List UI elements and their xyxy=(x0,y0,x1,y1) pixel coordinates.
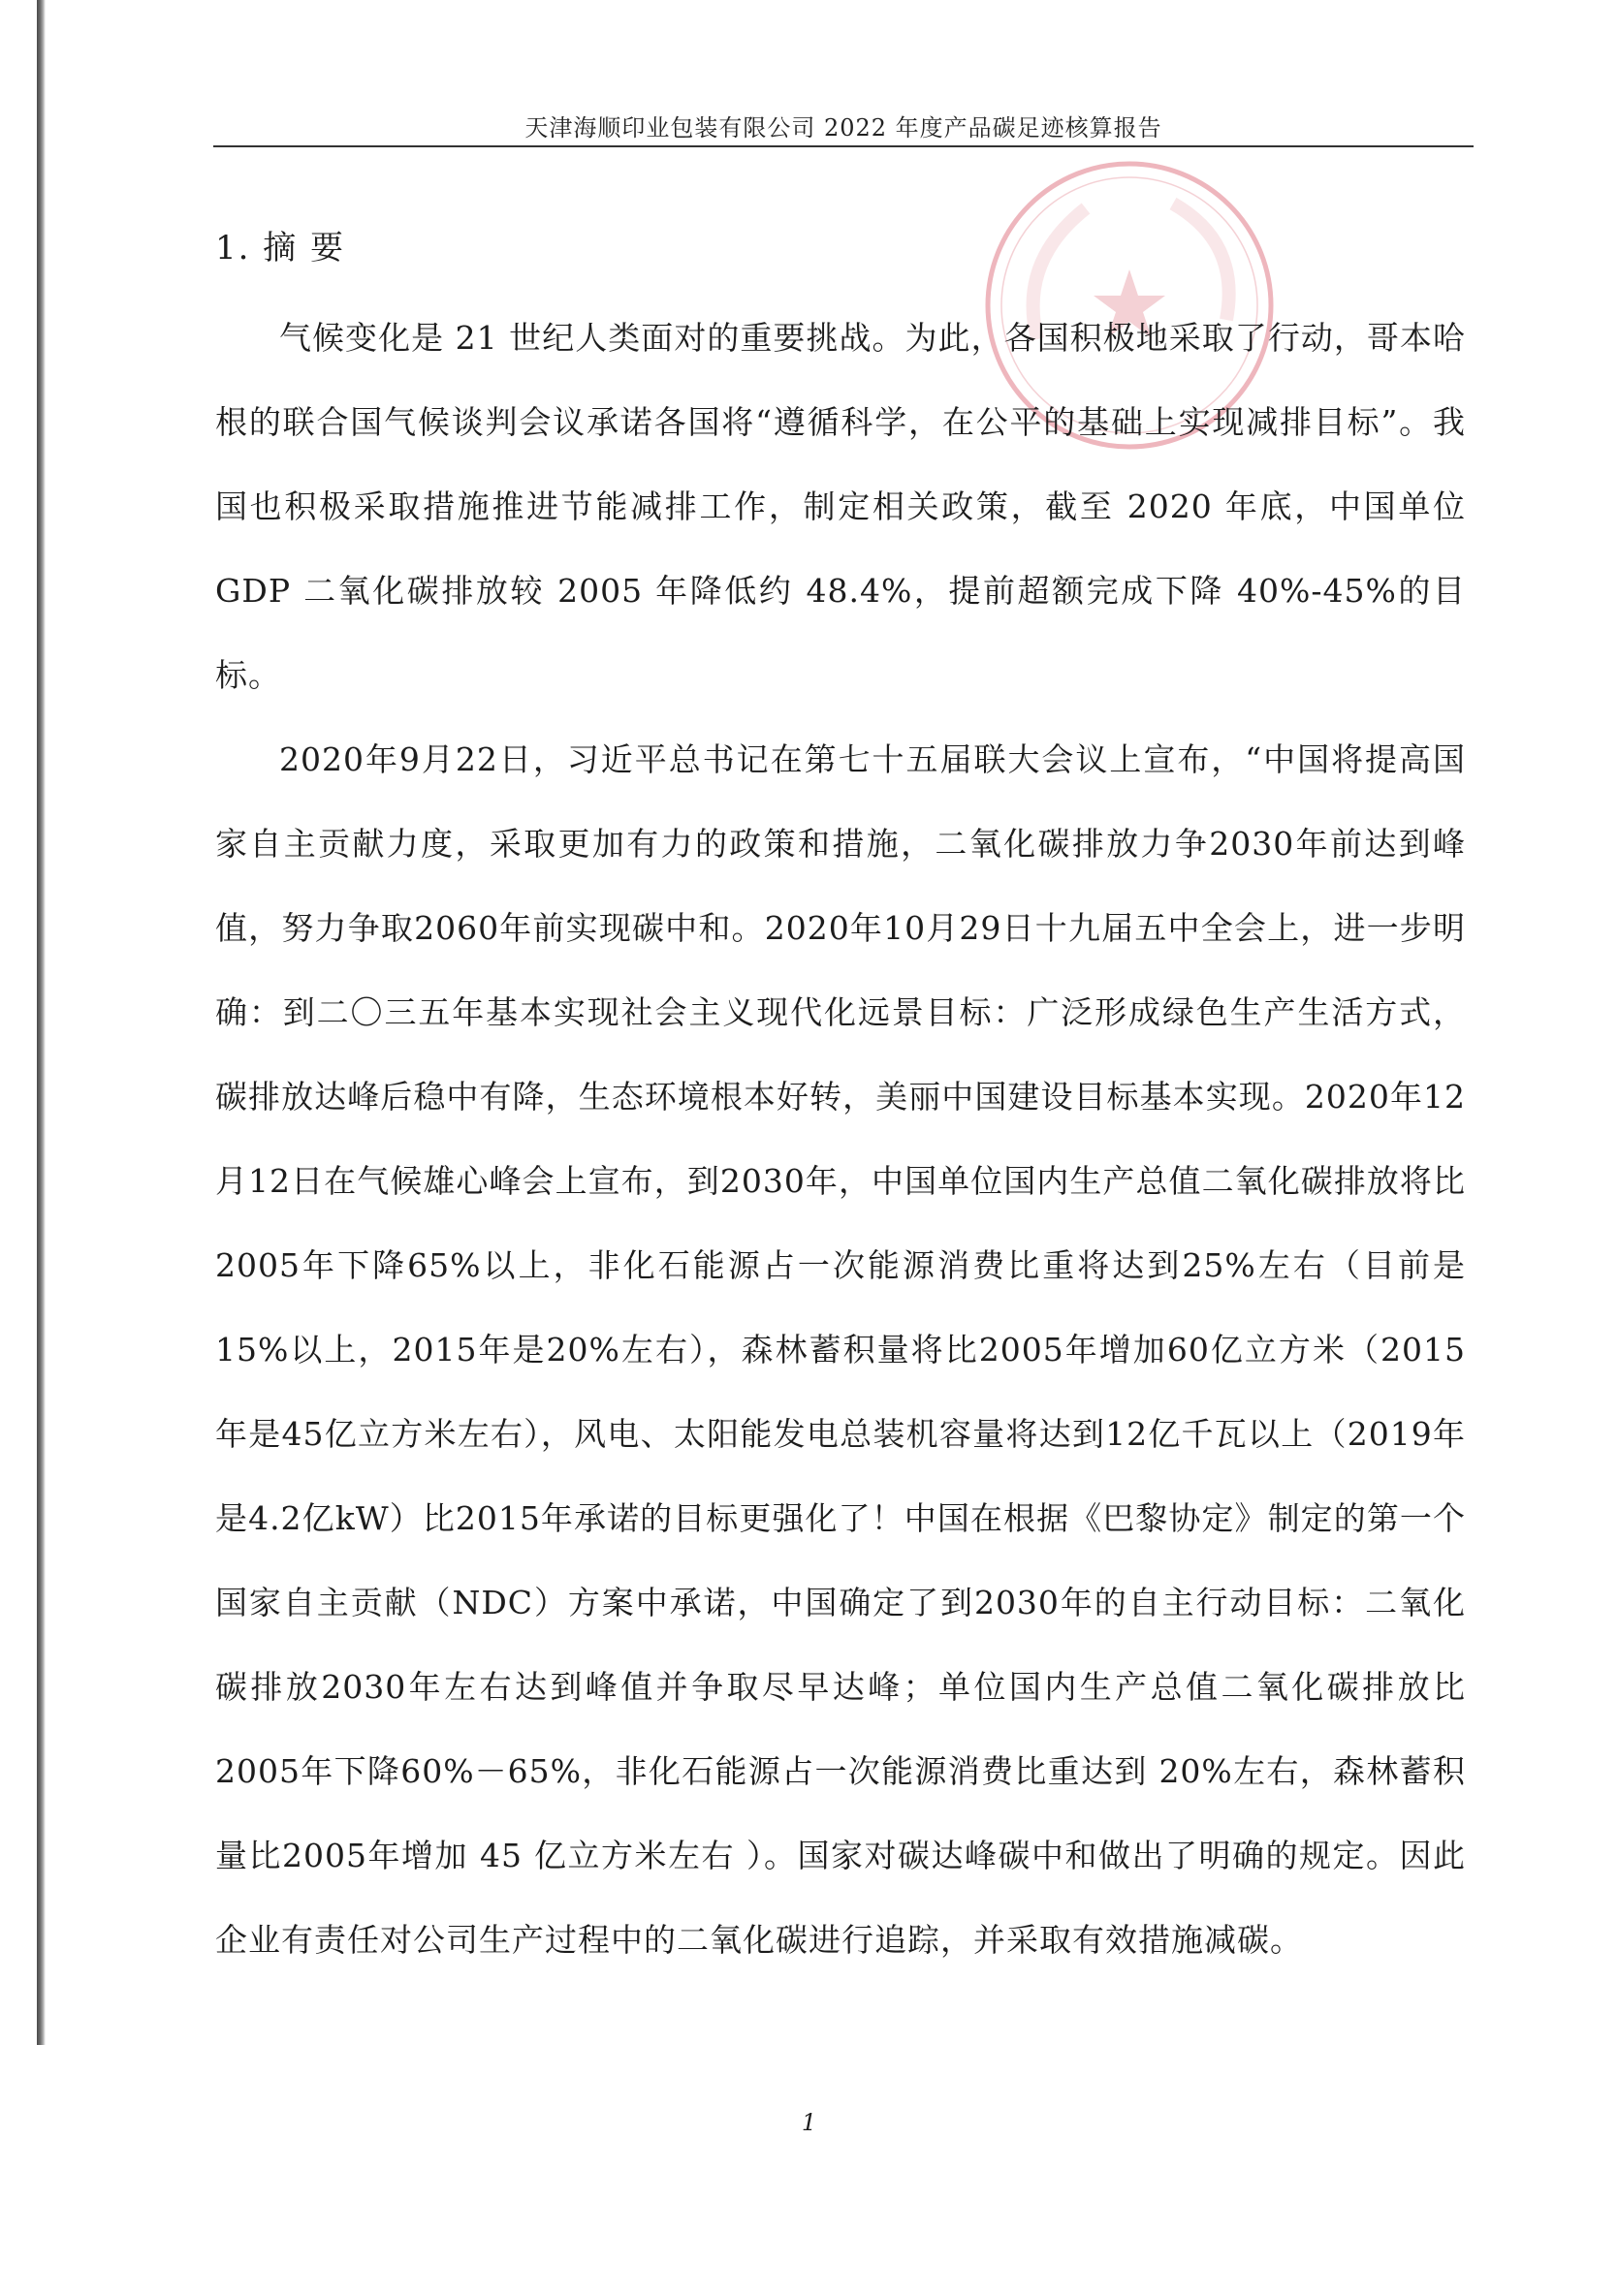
paragraph: 2020年9月22日，习近平总书记在第七十五届联大会议上宣布，“中国将提高国家自主贡献力度，采取更加有力的政策和措施，二氧化碳排放力争2030年前达到峰值，努力争取2060年前实现碳中和。2020年10月29日十九届五中全会上，进一步明确：到二〇三五年基本实现社会主义现代化远景目标：广泛形成绿色生产生活方式，碳排放达峰后稳中有降，生态环境根本好转，美丽中国建设目标基本实现。2020年12月12日在气候雄心峰会上宣布，到2030年，中国单位国内生产总值二氧化碳排放将比2005年下降65%以上，非化石能源占一次能源消费比重将达到25%左右（目前是15%以上，2015年是20%左右），森林蓄积量将比2005年增加60亿立方米（2015年是45亿立方米左右），风电、太阳能发电总装机容量将达到12亿千瓦以上（2019年是4.2亿kW）比2015年承诺的目标更强化了！中国在根据《巴黎协定》制定的第一个国家自主贡献（NDC）方案中承诺，中国确定了到2030年的自主行动目标：二氧化碳排放2030年左右达到峰值并争取尽早达峰；单位国内生产总值二氧化碳排放比2005年下降60%－65%，非化石能源占一次能源消费比重达到 20%左右，森林蓄积量比2005年增加 45 亿立方米左右 ）。国家对碳达峰碳中和做出了明确的规定。因此企业有责任对公司生产过程中的二氧化碳进行追踪，并采取有效措施减碳。 xyxy=(215,740,1466,1959)
page-number: 1 xyxy=(801,2109,817,2136)
paragraph: 气候变化是 21 世纪人类面对的重要挑战。为此，各国积极地采取了行动，哥本哈根的联合国气候谈判会议承诺各国将“遵循科学，在公平的基础上实现减排目标”。我国也积极采取措施推进节能减排工作，制定相关政策，截至 2020 年底，中国单位 GDP 二氧化碳排放较 2005 年降低约 48.4%，提前超额完成下降 40%-45%的目标。 xyxy=(215,319,1466,694)
header-divider xyxy=(213,145,1474,147)
body-text xyxy=(215,296,1466,1982)
report-header: 天津海顺印业包装有限公司 2022 年度产品碳足迹核算报告 xyxy=(524,114,1162,142)
section-title: 1. 摘 要 xyxy=(215,229,346,267)
scan-binding-edge xyxy=(37,0,46,2045)
